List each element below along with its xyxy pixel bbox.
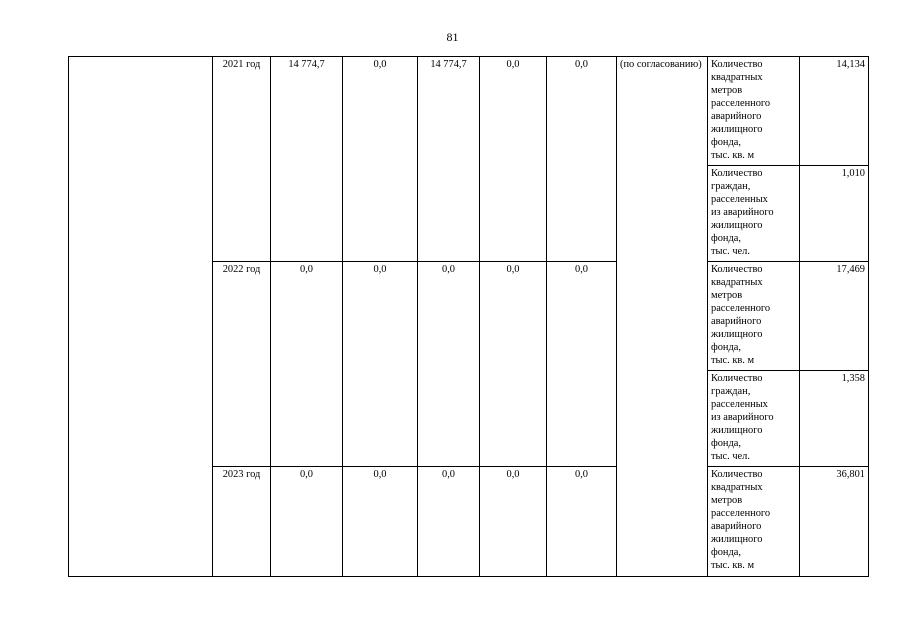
value-cell: 0,0: [547, 57, 617, 262]
indicator-label-cell: Количество квадратных метров расселенного аварийного жилищного фонда, тыс. кв. м: [708, 57, 800, 166]
year-cell: 2021 год: [213, 57, 271, 262]
empty-name-cell: [69, 57, 213, 577]
indicator-value-cell: 14,134: [800, 57, 869, 166]
indicator-value-cell: 36,801: [800, 467, 869, 577]
table-row: [69, 57, 869, 166]
indicator-label-cell: Количество граждан, расселенных из аварийного жилищного фонда, тыс. чел.: [708, 371, 800, 467]
agreement-note-cell: (по согласованию): [617, 57, 708, 577]
indicator-label-cell: Количество граждан, расселенных из аварийного жилищного фонда, тыс. чел.: [708, 166, 800, 262]
year-cell: 2023 год: [213, 467, 271, 577]
value-cell: 0,0: [480, 467, 547, 577]
indicator-label-cell: Количество квадратных метров расселенного аварийного жилищного фонда, тыс. кв. м: [708, 467, 800, 577]
program-funding-table: [68, 56, 869, 577]
value-cell: 0,0: [343, 467, 418, 577]
value-cell: 0,0: [547, 467, 617, 577]
value-cell: 14 774,7: [271, 57, 343, 262]
indicator-value-cell: 17,469: [800, 262, 869, 371]
value-cell: 0,0: [271, 262, 343, 467]
indicator-label-cell: Количество квадратных метров расселенного аварийного жилищного фонда, тыс. кв. м: [708, 262, 800, 371]
value-cell: 0,0: [480, 262, 547, 467]
page-number: 81: [446, 30, 459, 44]
value-cell: 0,0: [480, 57, 547, 262]
value-cell: 0,0: [547, 262, 617, 467]
value-cell: 0,0: [343, 262, 418, 467]
value-cell: 0,0: [418, 467, 480, 577]
value-cell: 0,0: [343, 57, 418, 262]
indicator-value-cell: 1,358: [800, 371, 869, 467]
indicator-value-cell: 1,010: [800, 166, 869, 262]
value-cell: 0,0: [271, 467, 343, 577]
value-cell: 14 774,7: [418, 57, 480, 262]
value-cell: 0,0: [418, 262, 480, 467]
year-cell: 2022 год: [213, 262, 271, 467]
